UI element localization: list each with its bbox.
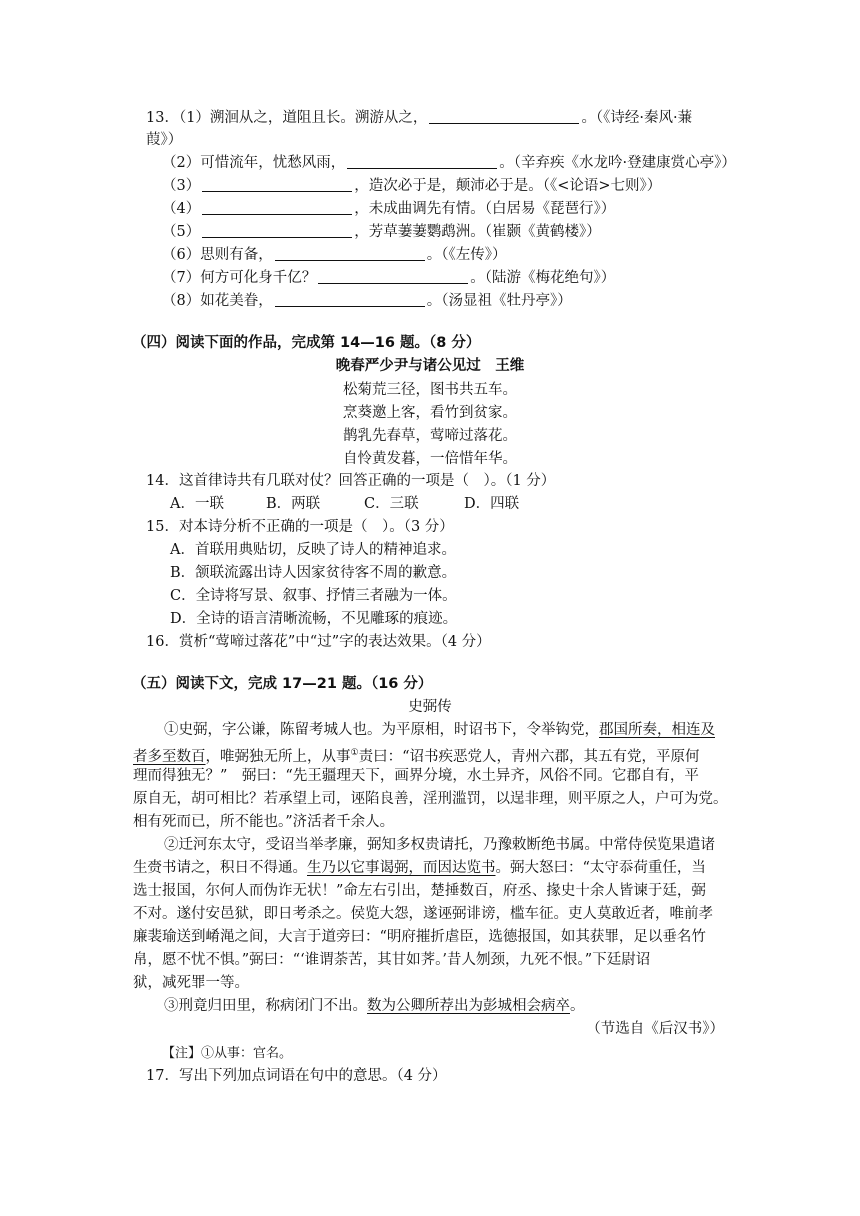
item-prefix: （8）如花美眷，: [162, 293, 273, 309]
question-16: 16．赏析“莺啼过落花”中“过”字的表达效果。（4 分）: [146, 634, 491, 650]
passage-p1-line: 原自无，胡可相比？若承望上司，诬陷良善，淫刑滥罚，以逞非理，则平原之人，户可为党。: [133, 791, 728, 807]
item-suffix: ，造次必于是，颠沛必于是。（《<论语>七则》）: [354, 178, 662, 194]
q13-item-6: [162, 245, 506, 265]
q13-item-7: [162, 268, 615, 288]
item-prefix: （2）可惜流年，忧愁风雨，: [162, 155, 346, 171]
q13-lead: 13．（1）溯洄从之，道阻且长。溯游从之，: [146, 110, 428, 126]
q14-option-d[interactable]: D．四联: [464, 496, 520, 512]
text-run: 责曰：“诏书疾恶党人，青州六郡，其五有党，平原何: [358, 748, 700, 765]
source-text: （节选自《后汉书》）: [586, 1021, 724, 1037]
q13-item-2: [162, 153, 736, 173]
text-run: 生赍书请之，积日不得通。: [133, 860, 307, 876]
passage-p2-line: [133, 858, 706, 878]
passage-p2-line: 选士报国，尔何人而伪诈无状！”命左右引出，楚捶数百，府丞、掾史十余人皆谏于廷，弼: [133, 883, 706, 899]
q13-line1-cont: 葭》）: [146, 132, 183, 148]
item-suffix: 。（汤显祖《牡丹亭》）: [426, 293, 572, 309]
passage-p1-line: [164, 720, 715, 740]
passage-p1-line: 理而得独无？” 弼曰：“先王疆理天下，画界分境，水土异齐，风俗不同。它郡自有，平: [133, 768, 699, 784]
underlined-sentence: 生乃以它事谒弼，而因达览书: [307, 860, 496, 876]
item-suffix: 。（《左传》）: [426, 247, 507, 263]
item-suffix: 。（陆游《梅花绝句》）: [470, 270, 616, 286]
underlined-sentence: 者多至数百: [133, 748, 206, 765]
answer-blank[interactable]: [202, 223, 352, 238]
poem-line: 烹葵邀上客，看竹到贫家。: [343, 405, 517, 421]
item-prefix: （6）思则有备，: [162, 247, 273, 263]
text-run: 。弼大怒曰：“太守忝荷重任，当: [495, 860, 706, 876]
q14-option-a[interactable]: A．一联: [170, 496, 224, 512]
passage-p2-line: ②迁河东太守，受诏当举孝廉，弼知多权贵请托，乃豫敕断绝书属。中常侍侯览果遣诸: [164, 837, 715, 853]
q13-item-3: [162, 176, 661, 196]
passage-p2-line: 廉裴瑜送到崤渑之间，大言于道旁曰：“明府摧折虐臣，选德报国，如其获罪，足以垂名竹: [133, 929, 706, 945]
question-17: 17．写出下列加点词语在句中的意思。（4 分）: [146, 1068, 447, 1084]
answer-blank[interactable]: [275, 292, 425, 307]
q13-source: 。（《诗经·秦风·蒹: [581, 110, 693, 126]
passage-title: 史弼传: [408, 699, 452, 715]
text-run: ①史弼，字公谦，陈留考城人也。为平原相，时诏书下，令举钩党，: [164, 722, 599, 738]
q13-item-4: [162, 199, 615, 219]
q13-line1: [146, 108, 692, 128]
poem-line: 松菊荒三径，图书共五车。: [343, 382, 517, 398]
answer-blank[interactable]: [275, 246, 425, 261]
answer-blank[interactable]: [318, 269, 468, 284]
item-prefix: （7）何方可化身千亿？: [162, 270, 317, 286]
q13-item-8: [162, 291, 572, 311]
item-prefix: （4）: [162, 201, 201, 217]
q15-option-b[interactable]: B．颔联流露出诗人因家贫待客不周的歉意。: [170, 565, 457, 581]
section-5-header: （五）阅读下文，完成 17—21 题。（16 分）: [132, 676, 433, 692]
underlined-sentence: 郡国所奏，相连及: [599, 722, 715, 738]
answer-blank[interactable]: [429, 109, 579, 124]
item-suffix: ，芳草萋萋鹦鹉洲。（崔颢《黄鹤楼》）: [354, 224, 601, 240]
section-4-header: （四）阅读下面的作品，完成第 14—16 题。（8 分）: [132, 335, 481, 351]
passage-p1-line: 相有死而已，所不能也。”济活者千余人。: [133, 814, 395, 830]
poem-line: 自怜黄发暮，一倍惜年华。: [343, 451, 517, 467]
item-prefix: （5）: [162, 224, 201, 240]
q13-item-5: [162, 222, 601, 242]
q15-option-c[interactable]: C．全诗将写景、叙事、抒情三者融为一体。: [170, 588, 457, 604]
footnote-marker: ①: [350, 748, 359, 758]
underlined-sentence: 数为公卿所荐出为彭城相会病卒: [367, 998, 570, 1014]
q15-option-d[interactable]: D．全诗的语言清晰流畅，不见雕琢的痕迹。: [170, 611, 458, 627]
question-15: 15．对本诗分析不正确的一项是（ ）。（3 分）: [146, 519, 454, 535]
item-suffix: 。（辛弃疾《水龙吟·登建康赏心亭》）: [499, 155, 736, 171]
text-run: ③刑竟归田里，称病闭门不出。: [164, 998, 367, 1014]
passage-p3-line: [164, 996, 585, 1016]
answer-blank[interactable]: [347, 154, 497, 169]
passage-p2-line: 狱，减死罪一等。: [133, 975, 249, 991]
passage-p2-line: 不对。遂付安邑狱，即日考杀之。侯览大怨，遂诬弼诽谤，槛车征。吏人莫敢近者，唯前孝: [133, 906, 713, 922]
text-run: 。: [570, 998, 585, 1014]
poem-line: 鹊乳先春草，莺啼过落花。: [343, 428, 517, 444]
answer-blank[interactable]: [202, 200, 352, 215]
footnote: 【注】①从事：官名。: [162, 1046, 293, 1061]
passage-p2-line: 帛，愿不忧不惧。”弼曰：“‘谁谓荼苦，其甘如荠。’昔人刎颈，九死不恨。”下廷尉诏: [133, 952, 651, 968]
q14-option-c[interactable]: C．三联: [364, 496, 419, 512]
q15-option-a[interactable]: A．首联用典贴切，反映了诗人的精神追求。: [170, 542, 456, 558]
text-run: ，唯弼独无所上，从事: [205, 748, 351, 765]
answer-blank[interactable]: [202, 177, 352, 192]
item-prefix: （3）: [162, 178, 201, 194]
q14-option-b[interactable]: B．两联: [266, 496, 321, 512]
question-14: 14．这首律诗共有几联对仗？回答正确的一项是（ ）。（1 分）: [146, 473, 556, 489]
passage-source: [560, 1019, 724, 1039]
item-suffix: ，未成曲调先有情。（白居易《琵琶行》）: [354, 201, 616, 217]
poem-title: 晚春严少尹与诸公见过 王维: [335, 358, 525, 374]
passage-p1-line: [133, 743, 700, 767]
